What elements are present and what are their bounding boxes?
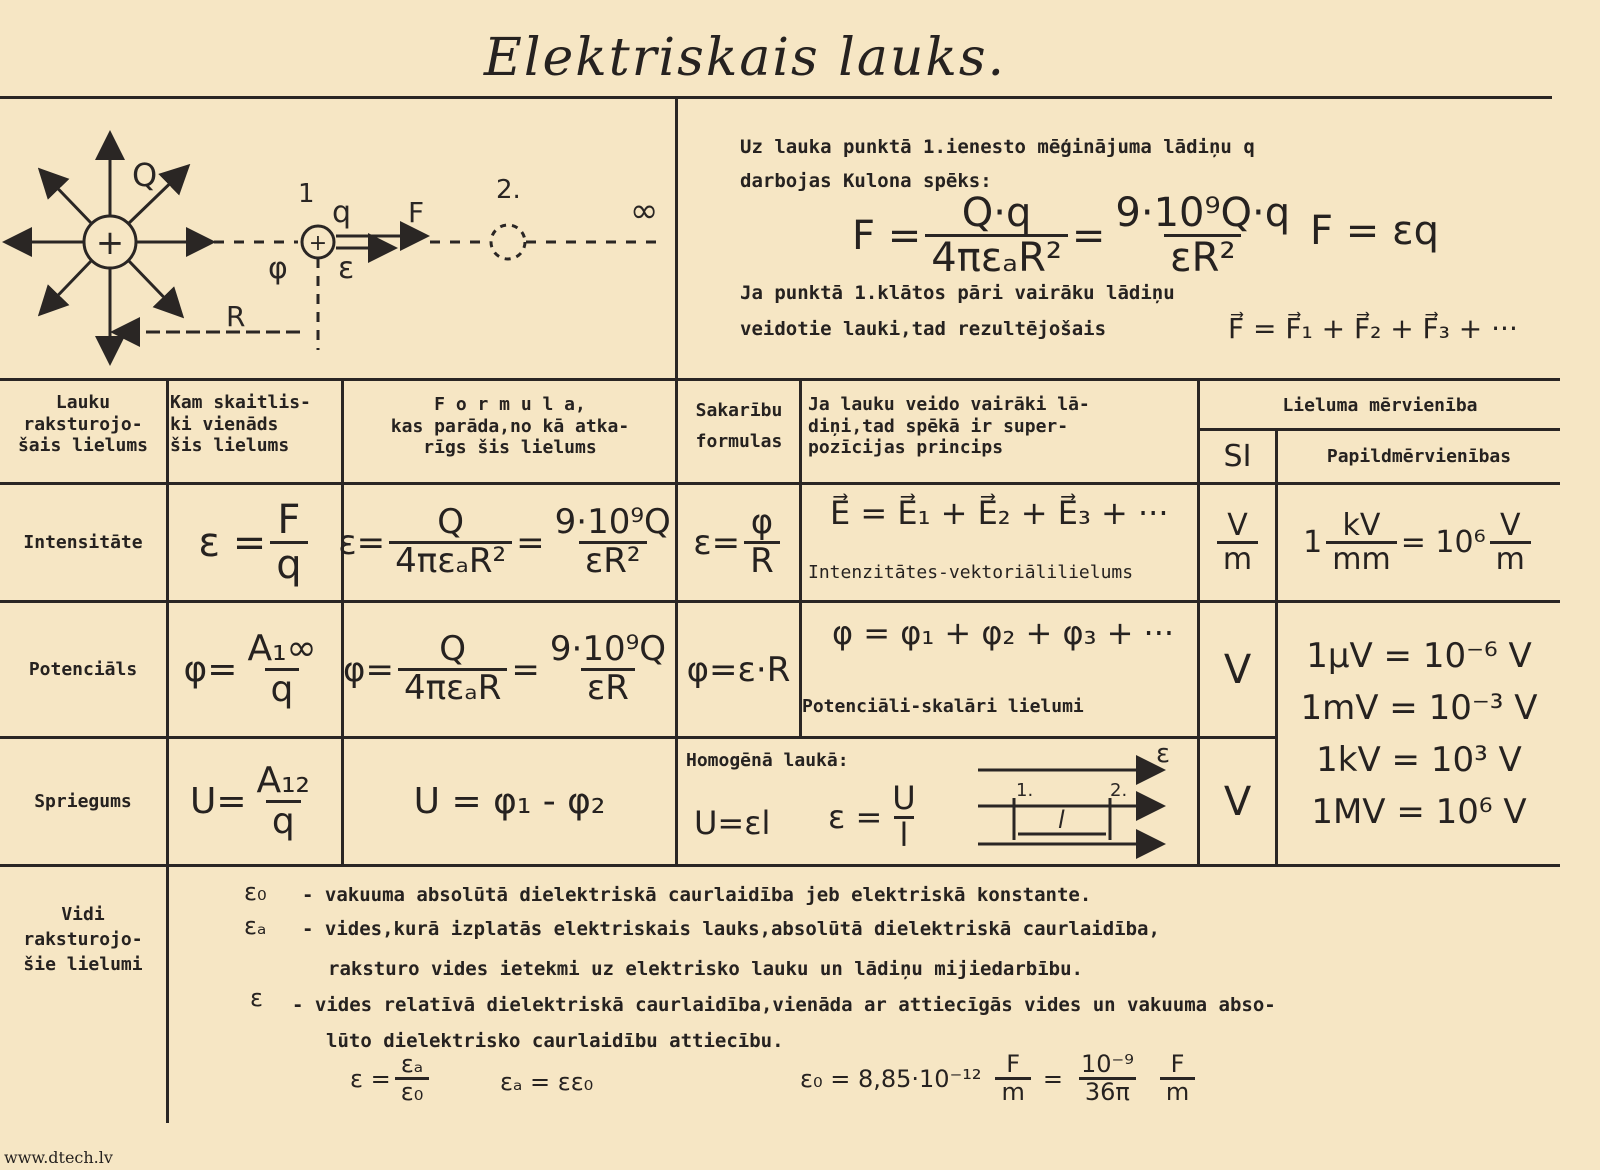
- vline-col4: [799, 378, 802, 736]
- extra-line-MV: 1MV = 10⁶ V: [1311, 792, 1527, 832]
- row-potential-note: Potenciāli-skalāri lielumi: [802, 696, 1084, 717]
- row-potential-extra: [1278, 630, 1560, 838]
- svg-text:l: l: [1058, 806, 1065, 834]
- field-diagram: [0, 98, 672, 376]
- label-phi: φ: [268, 251, 288, 286]
- header-col3: F o r m u l a, kas parāda,no kā atka- rīgs šis lielums: [390, 394, 630, 459]
- page-title: Elektriskais lauks.: [483, 28, 1007, 88]
- row-intensity-note: Intenzitātes-vektoriālilielums: [808, 562, 1134, 583]
- coulomb-formula: [852, 192, 1300, 279]
- row-intensity-def: ε = $\frac{F}{q}$: [169, 485, 341, 600]
- force-sum: F⃗ = F⃗₁ + F⃗₂ + F⃗₃ + ···: [1228, 312, 1518, 345]
- vidi-eq1: ε = $\frac{\text{εₐ}}{\text{ε₀}}$: [350, 1052, 433, 1105]
- label-R: R: [226, 300, 246, 333]
- extra-line-kV: 1kV = 10³ V: [1316, 740, 1522, 780]
- label-1: 1: [298, 179, 315, 209]
- label-F: F: [408, 196, 425, 229]
- vidi-text2: - vides,kurā izplatās elektriskais lauks,absolūtā dielektriskā caurlaidība,: [302, 918, 1160, 940]
- row-voltage-si: V: [1223, 778, 1252, 825]
- label-2: 2.: [496, 175, 521, 205]
- vidi-sym2: εₐ: [244, 912, 267, 940]
- row-potential-superposition: φ = φ₁ + φ₂ + φ₃ + ···: [832, 614, 1175, 652]
- extra-line-uV: 1μV = 10⁻⁶ V: [1306, 636, 1532, 676]
- row-potential-si: V: [1223, 646, 1252, 693]
- extra-line-mV: 1mV = 10⁻³ V: [1300, 688, 1538, 728]
- coulomb-frac1: $\frac{Q\cdot q}{\text{4πεₐR²}}$: [925, 192, 1068, 279]
- row-intensity-superposition: E⃗ = E⃗₁ + E⃗₂ + E⃗₃ + ···: [830, 494, 1169, 532]
- row-voltage-E-eq: ε = $\frac{U}{l}$: [828, 779, 916, 854]
- F-eq-Eq: F = εq: [1310, 208, 1439, 254]
- watermark: www.dtech.lv: [4, 1148, 113, 1167]
- svg-text:ε: ε: [1156, 740, 1171, 769]
- coulomb-F-lhs: F =: [852, 212, 922, 259]
- vidi-text3b: lūto dielektrisko caurlaidību attiecību.: [326, 1030, 784, 1052]
- label-q: q: [332, 195, 352, 230]
- row-intensity-formula: ε= $\frac{Q}{\text{4πεₐR²}}$ = $\frac{\text{9·10⁹Q}}{\text{εR²}}$: [338, 502, 671, 581]
- header-units: Lieluma mērvienība: [1282, 395, 1478, 416]
- row-potential-def: φ= $\frac{\text{A₁∞}}{q}$: [183, 628, 317, 710]
- top-line1: Uz lauka punktā 1.ienesto mēģinājuma lādiņu q: [740, 136, 1255, 158]
- row-intensity-si: $\frac{V}{m}$: [1200, 485, 1275, 600]
- vline-top-split: [675, 96, 678, 378]
- header-col4: Sakarību formulas: [695, 400, 783, 452]
- point-2-circle: [491, 225, 525, 259]
- coulomb-eq: =: [1071, 212, 1106, 259]
- vidi-eq3: ε₀ = 8,85·10⁻¹² $\frac{F}{m}$ = $\frac{\text{10⁻⁹}}{36\pi}$ $\frac{F}{m}$: [800, 1052, 1199, 1105]
- header-col2: Kam skaitlis- ki vienāds šis lielums: [170, 392, 311, 457]
- svg-text:1.: 1.: [1016, 780, 1034, 801]
- plus-q: +: [308, 231, 328, 256]
- row-potential-name: Potenciāls: [28, 658, 138, 680]
- vidi-eq2: εₐ = εε₀: [500, 1068, 594, 1096]
- top-line2: darbojas Kulona spēks:: [740, 170, 992, 192]
- row-potential-relation: φ=ε·R: [686, 649, 791, 690]
- vidi-text1: - vakuuma absolūtā dielektriskā caurlaidība jeb elektriskā konstante.: [302, 884, 1092, 906]
- row-intensity-relation: ε= $\frac{\varphi}{R}$: [678, 485, 799, 600]
- svg-text:2.: 2.: [1110, 780, 1128, 801]
- row-intensity-name: Intensitāte: [23, 531, 143, 553]
- row-voltage-formula: U = φ₁ - φ₂: [413, 781, 606, 822]
- line-row3-bottom: [0, 864, 1560, 867]
- vidi-sym3: ε: [250, 984, 263, 1012]
- line-header-top: [0, 378, 1560, 381]
- label-E: ε: [338, 251, 355, 286]
- vidi-text2b: raksturo vides ietekmi uz elektrisko lauku un lādiņu mijiedarbību.: [328, 958, 1083, 980]
- plus-Q: +: [95, 223, 125, 263]
- coulomb-frac2: $\frac{\text{9·10⁹Q·q}}{\text{εR²}}$: [1115, 190, 1291, 281]
- homogeneous-field-diagram: [970, 740, 1190, 860]
- header-si: SI: [1223, 439, 1252, 474]
- row-voltage-homog: Homogēnā laukā:: [686, 750, 849, 771]
- header-extra-units: Papildmērvienības: [1326, 445, 1512, 467]
- label-infinity: ∞: [630, 191, 659, 231]
- header-col5: Ja lauku veido vairāki lā- diņi,tad spēkā ir super- pozīcijas princips: [808, 394, 1090, 459]
- row-voltage-name: Spriegums: [34, 790, 132, 812]
- header-col1: Lauku raksturojo- šais lielums: [17, 392, 149, 457]
- vidi-text3: - vides relatīvā dielektriskā caurlaidība,vienāda ar attiecīgās vides un vakuuma abso-: [292, 994, 1276, 1016]
- top-line3: Ja punktā 1.klātos pāri vairāku lādiņu: [740, 282, 1175, 304]
- row-voltage-U-eq: U=εl: [694, 804, 771, 842]
- label-Q: Q: [132, 156, 158, 194]
- vidi-label: Vidi raksturojo- šie lielumi: [23, 904, 143, 976]
- row-voltage-def: U= $\frac{\text{A₁₂}}{q}$: [189, 760, 310, 842]
- row-intensity-extra: 1 $\frac{kV}{mm}$ = 10⁶ $\frac{V}{m}$: [1278, 485, 1560, 600]
- vidi-sym1: ε₀: [244, 878, 267, 906]
- row-potential-formula: φ= $\frac{Q}{\text{4πεₐR}}$ = $\frac{\text{9·10⁹Q}}{\varepsilon R}$: [343, 629, 666, 708]
- top-line4: veidotie lauki,tad rezultējošais: [740, 318, 1107, 340]
